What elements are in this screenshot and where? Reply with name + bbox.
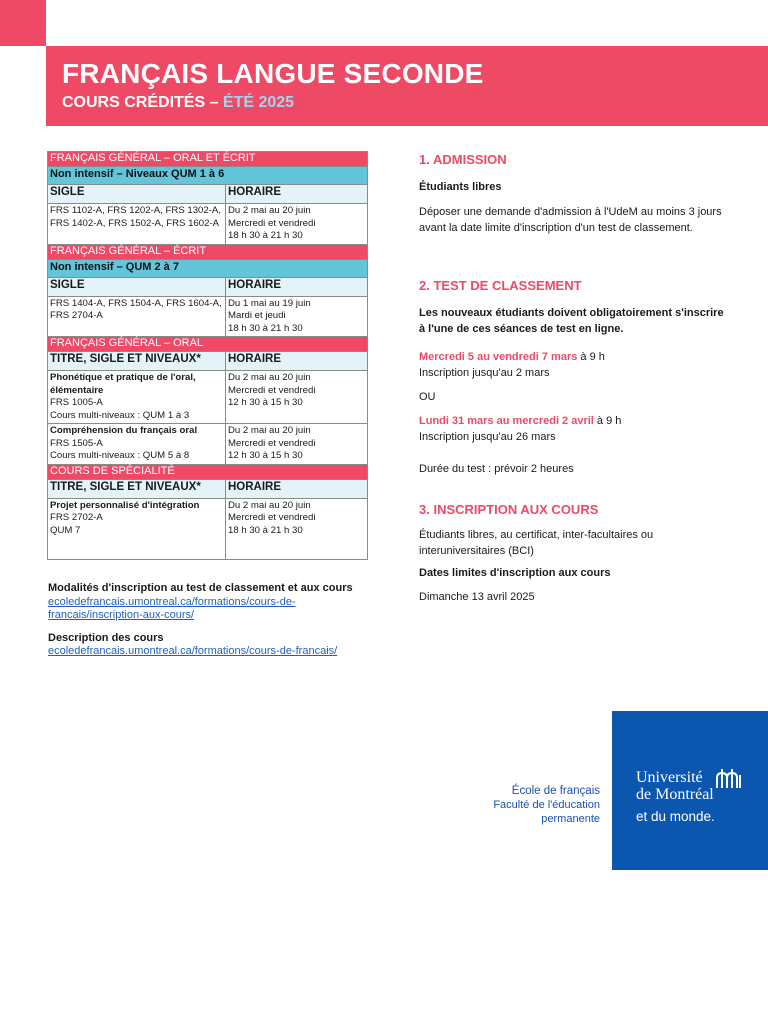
section-subheading: Non intensif – QUM 2 à 7 [48, 259, 368, 277]
udem-logo [612, 711, 768, 870]
subtitle-main: COURS CRÉDITÉS – [62, 94, 223, 111]
admission-subheading: Étudiants libres [419, 181, 502, 193]
schedule-days: Mercredi et vendredi [228, 437, 316, 449]
registration-link-line2[interactable]: francais/inscription-aux-cours/ [48, 609, 195, 621]
table-row [48, 424, 368, 465]
test-intro: Les nouveaux étudiants doivent obligatoirement s'inscrire à l'une de ces séances de test en ligne. [419, 307, 724, 335]
course-codes: FRS 1404-A, FRS 1504-A, FRS 1604-A, FRS 2704-A [48, 296, 226, 337]
registration-info-label: Modalités d'inscription au test de classement et aux cours [48, 582, 353, 594]
admission-text: Déposer une demande d'admission à l'UdeM au moins 3 jours avant la date limite d'inscription d'un test de classement. [419, 206, 722, 234]
course-schedule [226, 296, 368, 337]
course-title: Phonétique et pratique de l'oral, élémentaire [50, 372, 196, 396]
schedule-dates: Du 2 mai au 20 juin [228, 205, 311, 216]
course-title: Projet personnalisé d'intégration [50, 499, 200, 511]
ecole-name: École de français [511, 785, 600, 797]
schedule-days: Mercredi et vendredi [228, 217, 316, 229]
table-row [48, 498, 368, 559]
test-heading: 2. TEST DE CLASSEMENT [419, 278, 582, 293]
schedule-days: Mercredi et vendredi [228, 512, 316, 523]
udem-emblem-icon [716, 769, 742, 789]
page-subtitle [62, 94, 294, 112]
column-header: HORAIRE [226, 479, 368, 498]
test-session-2 [419, 413, 729, 429]
column-header: HORAIRE [226, 352, 368, 371]
header-banner [46, 46, 768, 126]
column-header: SIGLE [48, 277, 226, 296]
schedule-hours: 18 h 30 à 21 h 30 [228, 524, 303, 536]
test-duration: Durée du test : prévoir 2 heures [419, 463, 574, 475]
course-schedule [226, 371, 368, 424]
table-row [48, 371, 368, 424]
inscription-deadline-date: Dimanche 13 avril 2025 [419, 591, 535, 603]
admission-heading: 1. ADMISSION [419, 152, 507, 167]
corner-block [0, 0, 46, 46]
schedule-days: Mercredi et vendredi [228, 384, 316, 396]
links-section [48, 582, 378, 659]
course-info [48, 424, 226, 465]
schedule-hours: 12 h 30 à 15 h 30 [228, 397, 303, 408]
course-info [48, 371, 226, 424]
course-schedule [226, 204, 368, 245]
schedule-dates: Du 2 mai au 20 juin [228, 425, 311, 436]
faculty-name-line2: permanente [541, 813, 600, 825]
inscription-text: Étudiants libres, au certificat, inter-facultaires ou interuniversitaires (BCI) [419, 529, 654, 557]
course-codes: FRS 1102-A, FRS 1202-A, FRS 1302-A, FRS 1402-A, FRS 1502-A, FRS 1602-A [48, 204, 226, 245]
course-schedule-table [47, 151, 368, 560]
course-code: FRS 1505-A [50, 437, 103, 449]
info-column [419, 152, 729, 605]
test-session-2-dates: Lundi 31 mars au mercredi 2 avril [419, 415, 594, 427]
schedule-hours: 18 h 30 à 21 h 30 [228, 230, 303, 241]
registration-link-line1[interactable]: ecoledefrancais.umontreal.ca/formations/cours-de- [48, 595, 296, 608]
faculty-name-line1: Faculté de l'éducation [493, 799, 600, 811]
course-code: FRS 1005-A [50, 397, 103, 408]
table-row [48, 296, 368, 337]
course-level: Cours multi-niveaux : QUM 5 à 8 [50, 450, 190, 461]
course-description-label: Description des cours [48, 631, 164, 644]
course-level: QUM 7 [50, 524, 81, 536]
section-heading: COURS DE SPÉCIALITÉ [48, 464, 368, 479]
schedule-hours: 18 h 30 à 21 h 30 [228, 322, 303, 334]
section-subheading: Non intensif – Niveaux QUM 1 à 6 [48, 167, 368, 185]
table-row [48, 204, 368, 245]
test-session-1 [419, 349, 729, 365]
udem-logo-line2: de Montréal [636, 786, 714, 803]
or-separator: OU [419, 391, 436, 403]
course-schedule [226, 498, 368, 559]
course-schedule [226, 424, 368, 465]
section-heading: FRANÇAIS GÉNÉRAL – ORAL ET ÉCRIT [48, 152, 368, 167]
column-header: HORAIRE [226, 277, 368, 296]
test-session-2-registration: Inscription jusqu'au 26 mars [419, 431, 556, 443]
test-session-1-dates: Mercredi 5 au vendredi 7 mars [419, 351, 578, 363]
inscription-deadline-label: Dates limites d'inscription aux cours [419, 567, 611, 579]
schedule-hours: 12 h 30 à 15 h 30 [228, 450, 303, 461]
course-info [48, 498, 226, 559]
course-level: Cours multi-niveaux : QUM 1 à 3 [50, 409, 190, 421]
subtitle-season: ÉTÉ 2025 [222, 94, 295, 111]
inscription-heading: 3. INSCRIPTION AUX COURS [419, 502, 599, 517]
udem-logo-tagline: et du monde. [636, 809, 715, 824]
udem-logo-line1: Université [636, 769, 703, 786]
course-title: Compréhension du français oral [50, 425, 198, 436]
schedule-dates: Du 2 mai au 20 juin [228, 499, 311, 511]
column-header: SIGLE [48, 185, 226, 204]
test-session-2-time: à 9 h [593, 415, 622, 427]
schedule-days: Mardi et jeudi [228, 310, 286, 321]
column-header: HORAIRE [226, 185, 368, 204]
column-header: TITRE, SIGLE ET NIVEAUX* [48, 479, 226, 498]
test-session-1-registration: Inscription jusqu'au 2 mars [419, 367, 550, 379]
registration-link[interactable] [48, 596, 378, 623]
section-heading: FRANÇAIS GÉNÉRAL – ORAL [48, 337, 368, 352]
schedule-dates: Du 1 mai au 19 juin [228, 297, 311, 309]
page-title: FRANÇAIS LANGUE SECONDE [62, 58, 484, 89]
course-description-link[interactable]: ecoledefrancais.umontreal.ca/formations/cours-de-francais/ [48, 645, 338, 657]
schedule-dates: Du 2 mai au 20 juin [228, 372, 311, 383]
ecole-de-francais-logo [440, 784, 600, 826]
course-code: FRS 2702-A [50, 512, 103, 523]
test-session-1-time: à 9 h [577, 351, 605, 363]
column-header: TITRE, SIGLE ET NIVEAUX* [48, 352, 226, 371]
section-heading: FRANÇAIS GÉNÉRAL – ÉCRIT [48, 244, 368, 259]
